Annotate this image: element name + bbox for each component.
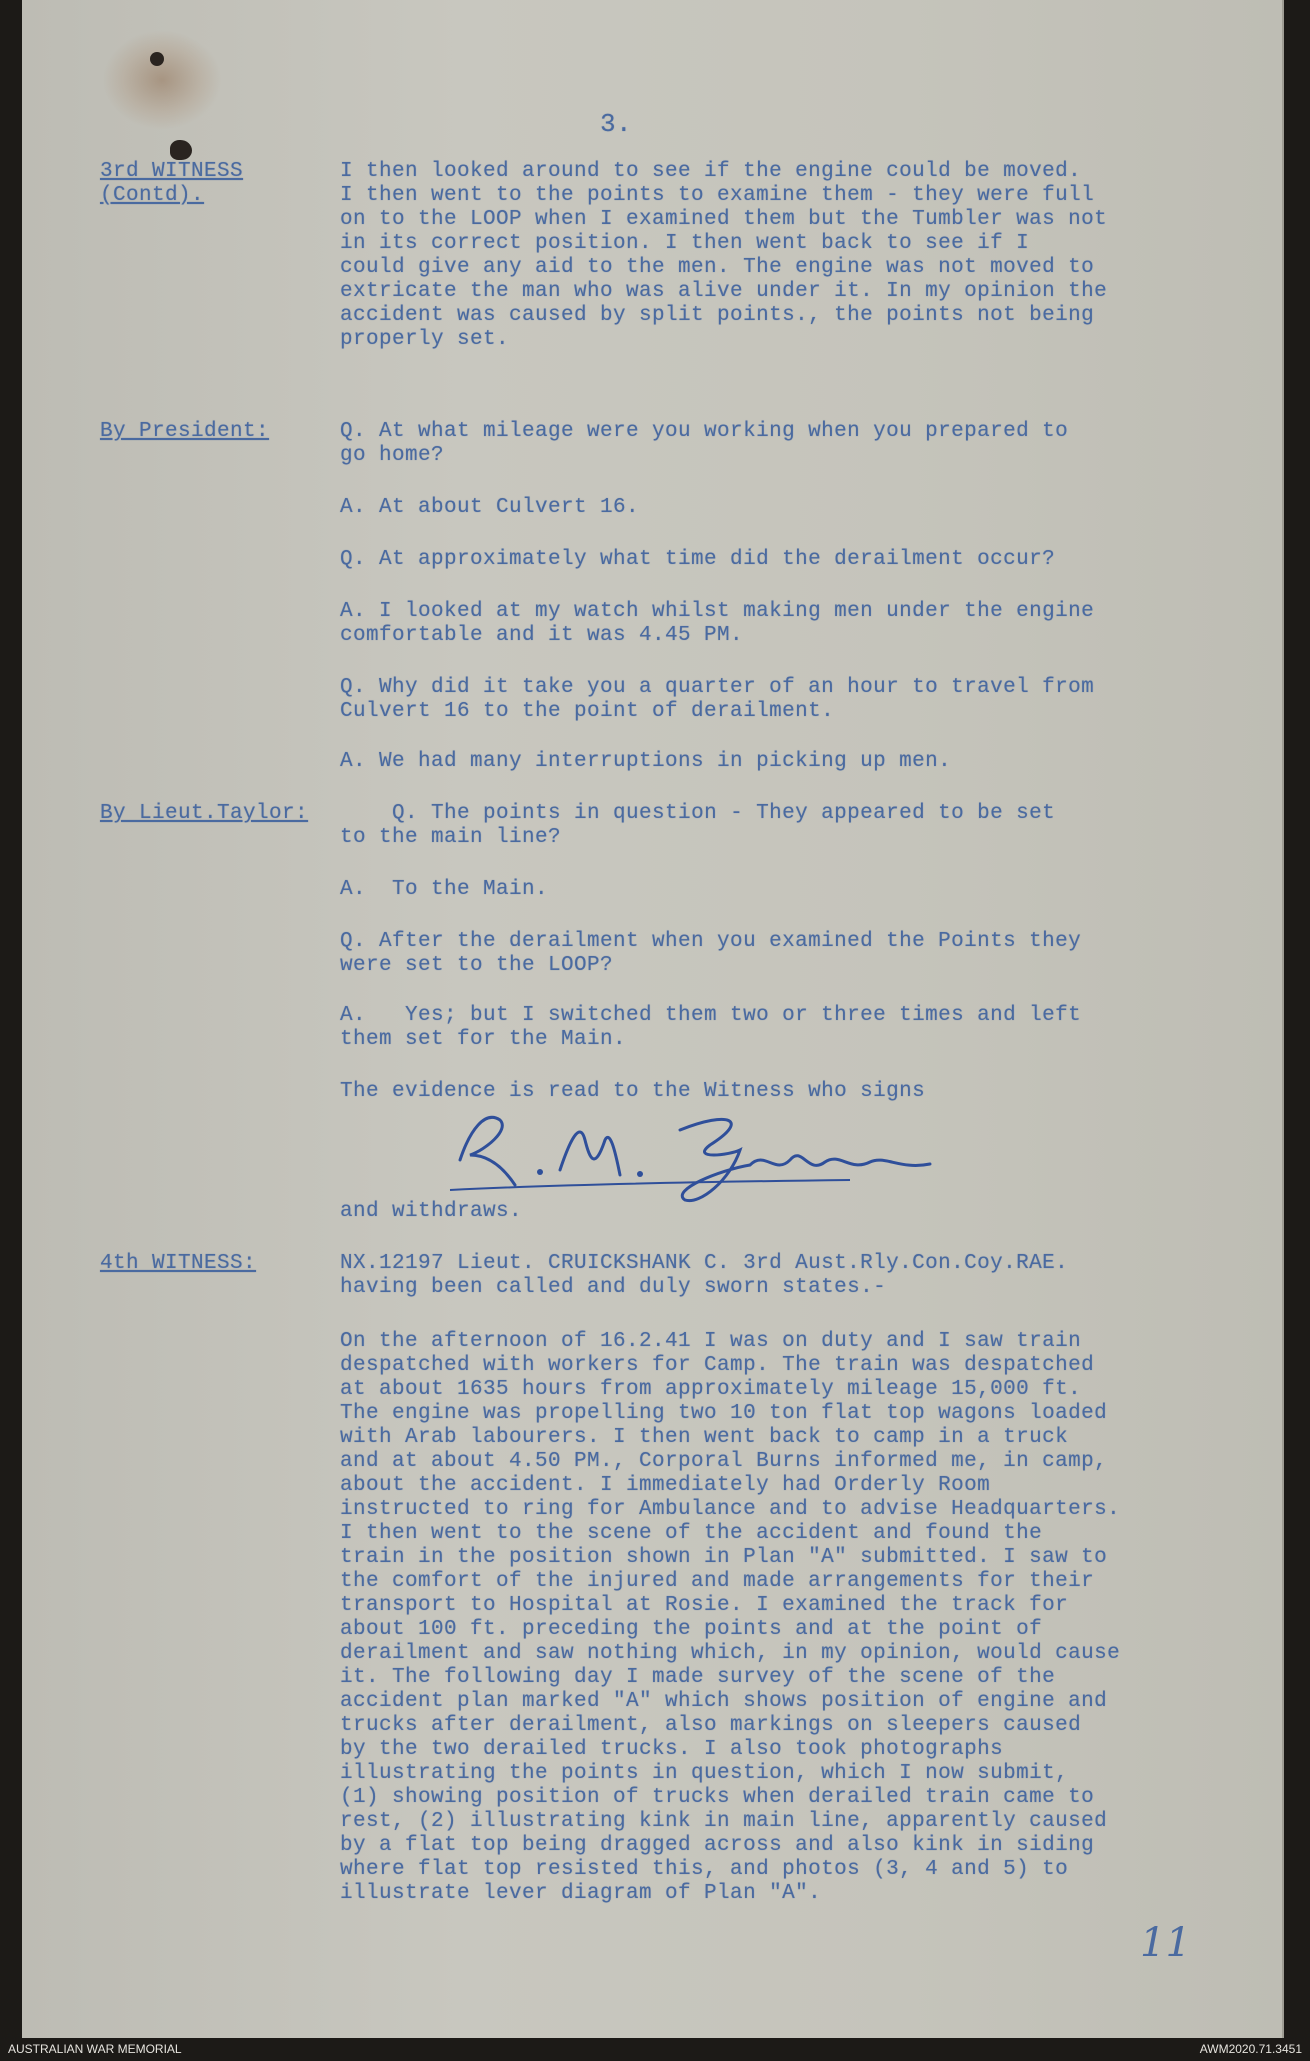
signature <box>430 1090 990 1210</box>
folio-number: 11 <box>1140 1920 1191 1966</box>
answer-text: A. We had many interruptions in picking up men. <box>340 750 952 773</box>
testimony-text: I then looked around to see if the engine could be moved. I then went to the points to examine them - they were full on to the LOOP when I examined them but the Tumbler was not in its correct position. I then went back to see if I could give any aid to the men. The engine was not moved to extricate the man who was alive under it. In my opinion the accident was caused by split points., the points not being properly set. <box>340 160 1108 351</box>
answer-text: A. At about Culvert 16. <box>340 496 640 519</box>
punch-hole <box>150 52 164 66</box>
question-text: Q. After the derailment when you examined the Points they were set to the LOOP? <box>340 930 1082 977</box>
archive-footer-right: AWM2020.71.3451 <box>1199 2042 1302 2056</box>
archive-footer-left: AUSTRALIAN WAR MEMORIAL <box>8 2042 182 2056</box>
page-number: 3. <box>600 109 633 139</box>
answer-text: A. To the Main. <box>340 878 549 901</box>
rust-stain <box>102 30 222 130</box>
witness-intro-text: NX.12197 Lieut. CRUICKSHANK C. 3rd Aust.Rly.Con.Coy.RAE. having been called and duly sworn states.- <box>340 1252 1069 1299</box>
signature-graphic <box>430 1090 990 1210</box>
question-text: Q. At approximately what time did the derailment occur? <box>340 548 1056 571</box>
answer-text: A. Yes; but I switched them two or three times and left them set for the Main. <box>340 1004 1082 1051</box>
withdraws-text: and withdraws. <box>340 1200 523 1223</box>
evidence-read-text: The evidence is read to the Witness who signs <box>340 1080 926 1103</box>
witness-label: 3rd WITNESS (Contd). <box>100 160 244 207</box>
question-text: Q. At what mileage were you working when you prepared to go home? <box>340 420 1069 467</box>
question-text: Q. Why did it take you a quarter of an hour to travel from Culvert 16 to the point of derailment. <box>340 676 1095 723</box>
punch-hole <box>170 140 192 160</box>
answer-text: A. I looked at my watch whilst making men under the engine comfortable and it was 4.45 PM. <box>340 600 1095 647</box>
witness-label: 4th WITNESS: <box>100 1252 257 1275</box>
questioner-label: By Lieut.Taylor: <box>100 802 309 825</box>
statement-text: On the afternoon of 16.2.41 I was on duty and I saw train despatched with workers for Camp. The train was despatched at about 1635 hours from approximately mileage 15,000 ft. The engine was propelling two 10 ton flat top wagons loaded with Arab labourers. I then went back to camp in a truck and at about 4.50 PM., Corporal Burns informed me, in camp, about the accident. I immediately had Orderly Room instructed to ring for Ambulance and to advise Headquarters. I then went to the scene of the accident and found the train in the position shown in Plan "A" submitted. I saw to the comfort of the injured and made arrangements for their transport to Hospital at Rosie. I examined the track for about 100 ft. preceding the points and at the point of derailment and saw nothing which, in my opinion, would cause it. The following day I made survey of the scene of the accident plan marked "A" which shows position of engine and trucks after derailment, also markings on sleepers caused by the two derailed trucks. I also took photographs illustrating the points in question, which I now submit, (1) showing position of trucks when derailed train came to rest, (2) illustrating kink in main line, apparently caused by a flat top being dragged across and also kink in siding where flat top resisted this, and photos (3, 4 and 5) to illustrate lever diagram of Plan "A". <box>340 1330 1121 1905</box>
questioner-label: By President: <box>100 420 270 443</box>
question-text: Q. The points in question - They appeared to be set to the main line? <box>340 802 1056 849</box>
